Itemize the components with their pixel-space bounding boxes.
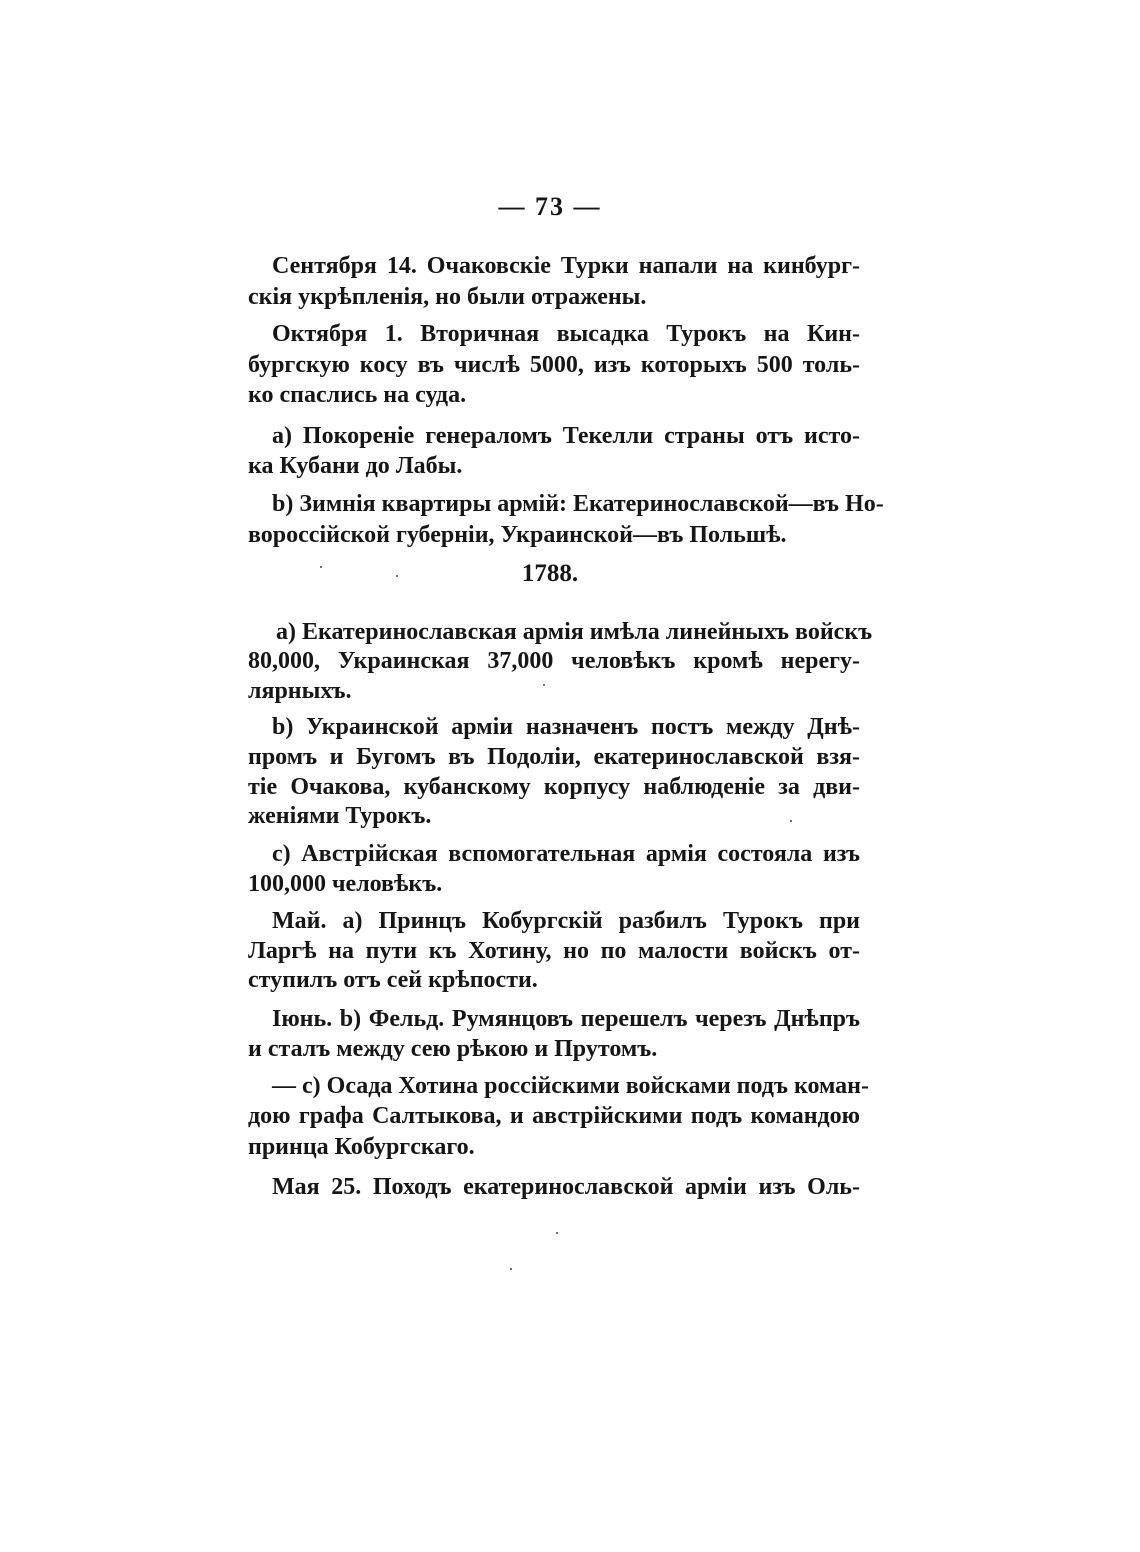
scan-speck [556,1232,558,1234]
text-line: лярныхъ. [248,678,352,704]
text-line: 80,000, Украинская 37,000 человѣкъ кромѣ нерегу- [248,648,860,674]
text-line: Октября 1. Вторичная высадка Турокъ на Кин- [272,321,860,347]
text-line: принца Кобургскаго. [248,1134,475,1160]
text-line: — c) Осада Хотина россійскими войсками подъ коман- [272,1073,869,1099]
text-line: ступилъ отъ сей крѣпости. [248,967,538,993]
text-line: Іюнь. b) Фельд. Румянцовъ перешелъ черезъ Днѣпръ [272,1006,860,1032]
page-number: — 73 — [498,192,602,221]
scan-speck [396,575,398,577]
text-line: a) Екатеринославская армія имѣла линейныхъ войскъ [276,619,873,645]
text-line: тіе Очакова, кубанскому корпусу наблюденіе за дви- [248,774,860,800]
text-line: Май. a) Принцъ Кобургскій разбилъ Турокъ при [272,908,860,934]
text-line: и сталъ между сею рѣкою и Прутомъ. [248,1036,658,1062]
text-line: вороссійской губерніи, Украинской—въ Польшѣ. [248,522,787,548]
year-heading: 1788. [521,560,579,587]
scan-speck [320,566,322,568]
text-line: женіями Турокъ. [248,803,432,829]
text-line: промъ и Бугомъ въ Подоліи, екатеринославской взя- [248,744,860,770]
text-line: c) Австрійская вспомогательная армія состояла изъ [272,841,860,867]
text-line: бургскую косу въ числѣ 5000, изъ которыхъ 500 толь- [248,352,860,378]
text-line: ка Кубани до Лабы. [248,453,463,479]
text-line: дою графа Салтыкова, и австрійскими подъ командою [248,1103,860,1129]
text-line: b) Украинской арміи назначенъ постъ между Днѣ- [272,714,860,740]
text-line: скія укрѣпленія, но были отражены. [248,284,647,310]
text-line: Мая 25. Походъ екатеринославской арміи изъ Оль- [272,1174,860,1200]
text-line: Ларгѣ на пути къ Хотину, но по малости войскъ от- [248,938,860,964]
scan-speck [543,684,545,686]
text-line: 100,000 человѣкъ. [248,871,443,897]
text-line: Сентября 14. Очаковскіе Турки напали на кинбург- [272,253,860,279]
text-line: ко спаслись на суда. [248,382,467,408]
scan-speck [510,1268,512,1270]
scan-speck [790,820,792,822]
text-line: b) Зимнія квартиры армій: Екатеринославской—въ Но- [272,491,884,517]
text-line: a) Покореніе генераломъ Текелли страны отъ исто- [272,423,860,449]
